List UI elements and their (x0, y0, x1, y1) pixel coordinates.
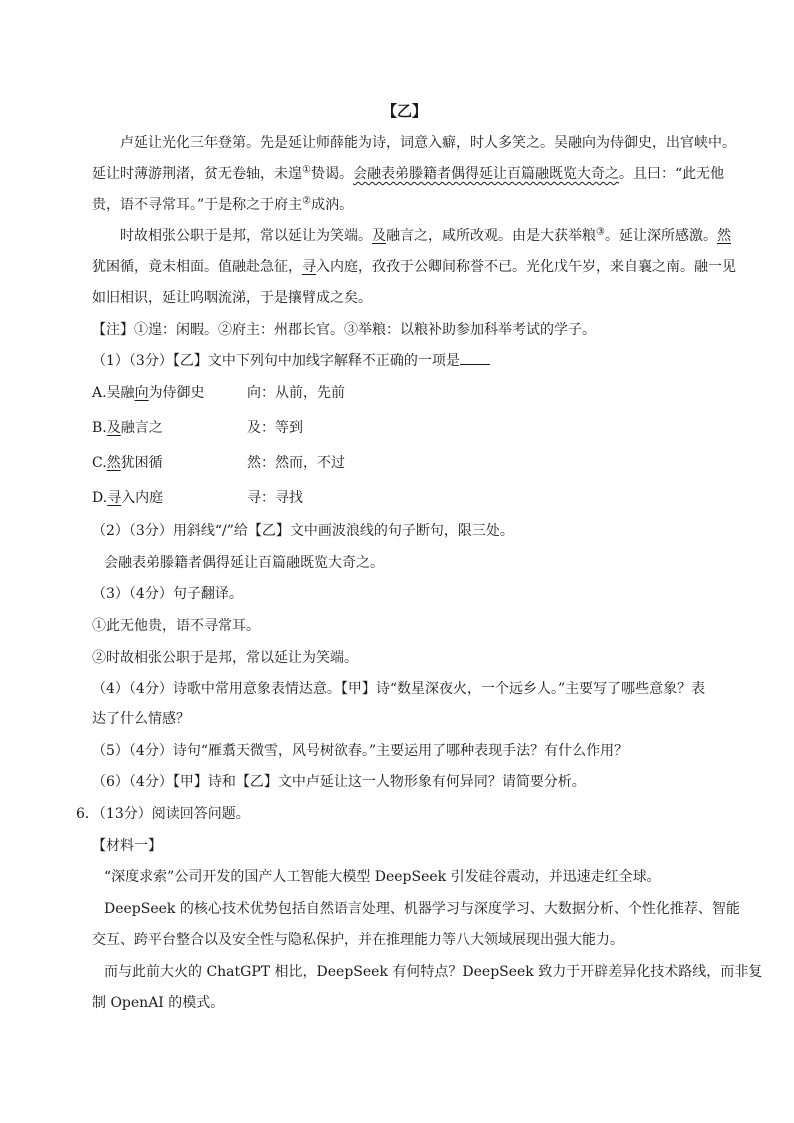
question-3: （3）（4分）句子翻译。 (92, 586, 243, 602)
material-paragraph: DeepSeek 的核心技术优势包括自然语言处理、机器学习与深度学习、大数据分析、个性化推荐、智能 (104, 901, 740, 917)
question-3-sentence-1: ①此无他贵，语不寻常耳。 (92, 618, 260, 634)
option-c: C.然犹困循 (92, 455, 163, 471)
underlined-char: 及 (372, 228, 386, 244)
option-c-definition: 然：然而，不过 (247, 455, 345, 471)
underlined-char: 寻 (302, 259, 316, 275)
option-b-definition: 及：等到 (247, 420, 303, 436)
material-paragraph: 而与此前大火的 ChatGPT 相比，DeepSeek 有何特点？DeepSeek 致力于开辟差异化技术路线，而非复 (104, 964, 763, 980)
option-a-definition: 向：从前，先前 (247, 385, 345, 401)
option-b: B.及融言之 (92, 420, 163, 436)
question-4-cont: 达了什么情感？ (92, 711, 190, 727)
wavy-underlined-sentence: 会融表弟滕籍者偶得延让百篇融既览大奇之 (352, 166, 619, 182)
footnote-marker: ① (302, 164, 311, 176)
footnote-marker: ② (302, 195, 312, 207)
material-paragraph: “深度求索”公司开发的国产人工智能大模型 DeepSeek 引发硅谷震动，并迅速走红全球。 (104, 869, 661, 885)
section-title: 【乙】 (382, 102, 428, 120)
question-3-sentence-2: ②时故相张公职于是邦，常以延让为笑端。 (92, 650, 358, 666)
question-6: （6）（4分）【甲】诗和【乙】文中卢延让这一人物形象有何异同？请简要分析。 (92, 774, 586, 790)
option-d: D.寻入内庭 (92, 490, 164, 506)
question-1: （1）（3分）【乙】文中下列句中加线字解释不正确的一项是 (92, 350, 490, 372)
main-question-6: 6．（13分）阅读回答问题。 (76, 806, 250, 822)
passage-line: 时故相张公职于是邦，常以延让为笑端。及融言之，咸所改观。由是大获举粮③。延让深所感激。然 (120, 226, 731, 244)
footnote: 【注】①遑：闲暇。②府主：州郡长官。③举粮：以粮补助参加科举考试的学子。 (92, 322, 596, 338)
answer-blank (460, 350, 490, 365)
passage-line: 卢延让光化三年登第。先是延让师薛能为诗，词意入癖，时人多笑之。吴融向为侍御史，出官峡中。 (120, 135, 736, 151)
question-2: （2）（3分）用斜线“/”给【乙】文中画波浪线的句子断句，限三处。 (92, 523, 514, 539)
option-d-definition: 寻：寻找 (247, 490, 303, 506)
material-paragraph: 交互、跨平台整合以及安全性与隐私保护，并在推理能力等八大领域展现出强大能力。 (92, 932, 624, 948)
question-5: （5）（4分）诗句“雁翥天微雪，风号树欲春。”主要运用了哪种表现手法？有什么作用？ (92, 743, 629, 759)
material-title: 【材料一】 (92, 838, 162, 854)
question-4: （4）（4分）诗歌中常用意象表情达意。【甲】诗“数星深夜火，一个远乡人。”主要写了哪些意象？表 (92, 681, 706, 697)
footnote-marker: ③ (596, 226, 605, 238)
underlined-char: 然 (716, 228, 731, 244)
passage-line: 延让时薄游荆渚，贫无卷轴，未遑①贽谒。会融表弟滕籍者偶得延让百篇融既览大奇之。且曰：“此无他 (92, 164, 725, 182)
material-paragraph: 制 OpenAI 的模式。 (92, 995, 225, 1011)
passage-line: 如旧相识，延让呜咽流涕，于是攘臂成之矣。 (92, 290, 372, 306)
question-2-sentence: 会融表弟滕籍者偶得延让百篇融既览大奇之。 (104, 555, 384, 571)
passage-line: 贵，语不寻常耳。”于是称之于府主②成汭。 (92, 195, 354, 213)
option-a: A.吴融向为侍御史 (92, 385, 205, 401)
passage-line: 犹困循，竟未相面。值融赴急征，寻入内庭，孜孜于公卿间称誉不已。光化戊午岁，来自襄之南。融一见 (92, 259, 736, 275)
